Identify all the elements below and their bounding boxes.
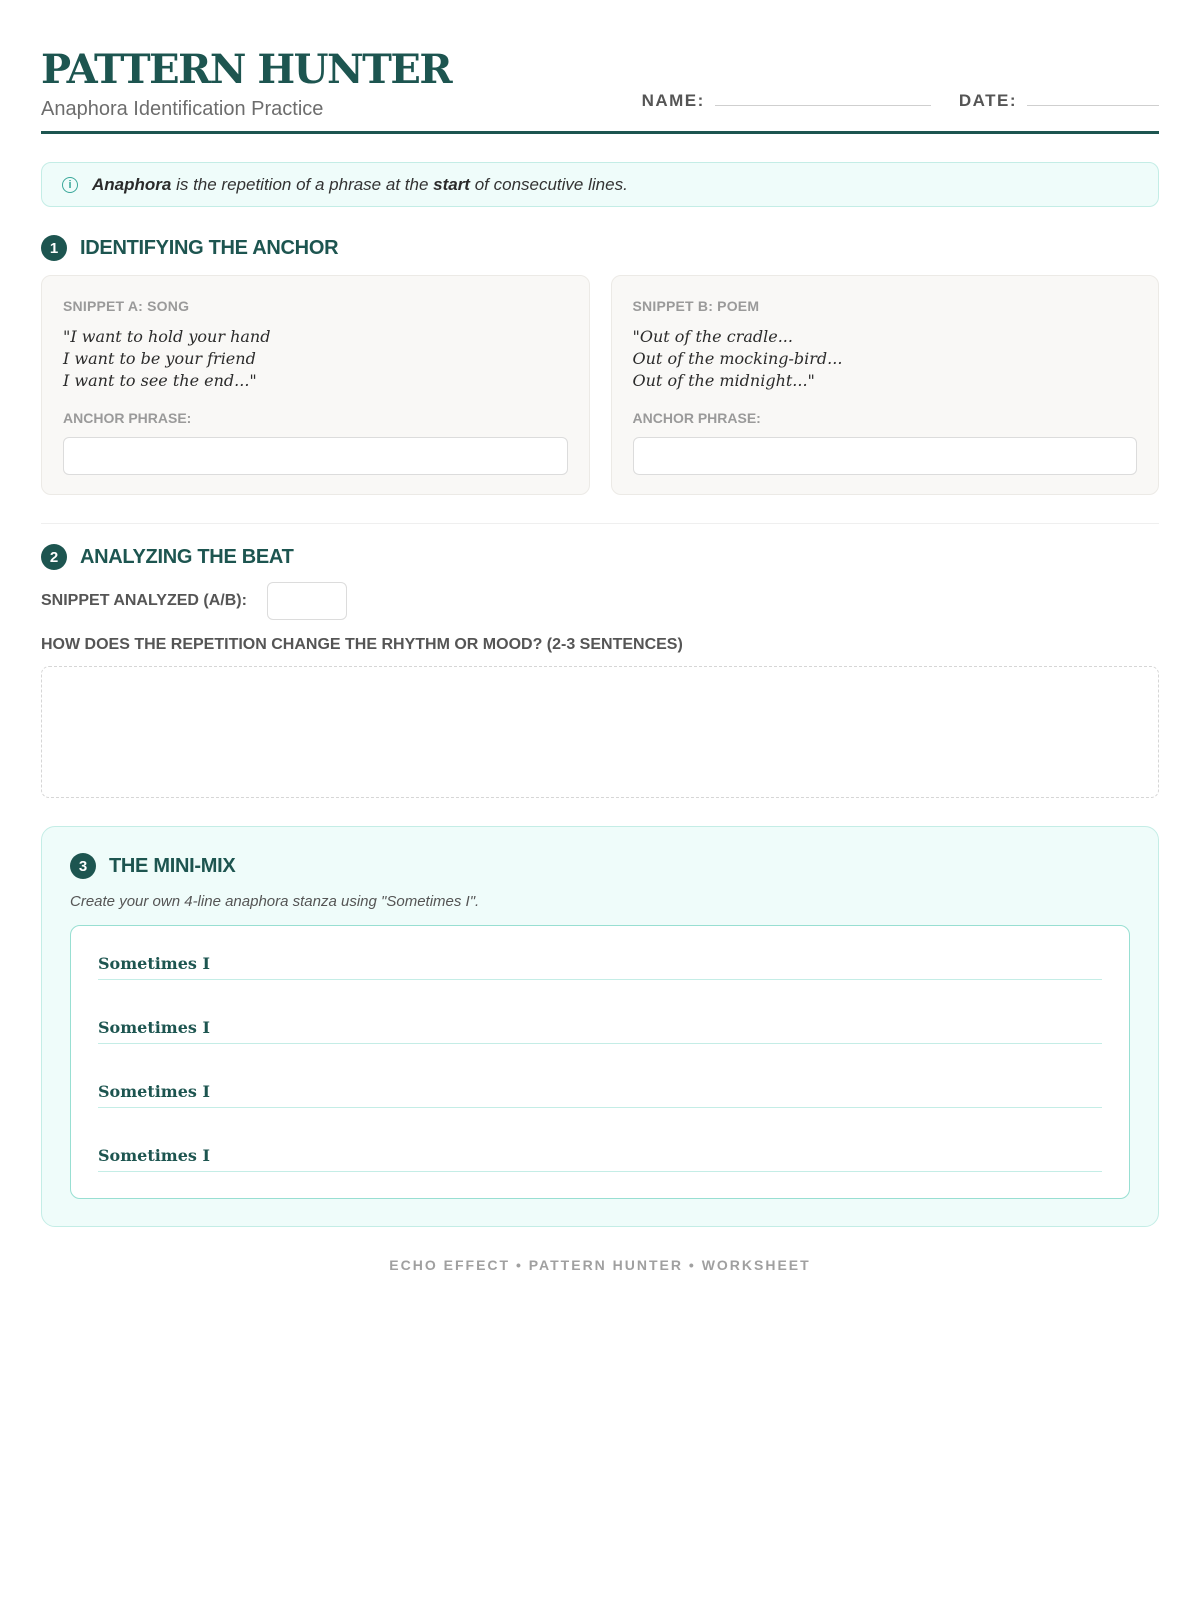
definition-term: Anaphora — [92, 174, 172, 194]
stanza-line-2[interactable]: Sometimes I — [98, 1018, 1102, 1044]
section-1-title: IDENTIFYING THE ANCHOR — [80, 236, 339, 259]
name-label: NAME: — [641, 91, 705, 110]
info-icon: i — [62, 177, 78, 193]
date-line[interactable] — [1027, 104, 1159, 106]
verse-line: I want to be your friend — [63, 349, 256, 368]
anchor-phrase-input-a[interactable] — [63, 437, 568, 475]
rhythm-question: HOW DOES THE REPETITION CHANGE THE RHYTHM OR MOOD? (2-3 SENTENCES) — [41, 636, 683, 653]
name-line[interactable] — [715, 104, 931, 106]
section-identifying-anchor — [41, 235, 1159, 495]
name-field — [642, 91, 931, 111]
section-1-number: 1 — [41, 235, 67, 261]
stanza-line-3[interactable]: Sometimes I — [98, 1082, 1102, 1108]
section-2-heading — [41, 544, 1159, 570]
snippet-b-label: SNIPPET B: POEM — [632, 298, 760, 314]
section-3-number: 3 — [70, 853, 96, 879]
page-subtitle: Anaphora Identification Practice — [41, 98, 324, 120]
section-3-heading — [70, 853, 1130, 879]
snippet-cards — [41, 275, 1159, 495]
name-date-fields — [642, 91, 1159, 111]
section-2-number: 2 — [41, 544, 67, 570]
anchor-phrase-label-b: ANCHOR PHRASE: — [632, 410, 761, 426]
section-3-title: THE MINI-MIX — [109, 854, 236, 877]
date-field — [959, 91, 1159, 111]
snippet-card-a — [41, 275, 590, 495]
definition-part-1: is the repetition of a phrase at the — [171, 174, 434, 194]
section-1-heading — [41, 235, 1159, 261]
section-2-title: ANALYZING THE BEAT — [80, 545, 294, 568]
section-analyzing-beat — [41, 544, 1159, 798]
verse-line: "Out of the cradle... — [632, 327, 793, 346]
anchor-phrase-input-b[interactable] — [633, 437, 1138, 475]
section-mini-mix — [41, 826, 1159, 1227]
snippet-b-verse — [633, 326, 1138, 392]
snippet-analyzed-label: SNIPPET ANALYZED (A/B): — [41, 592, 247, 609]
definition-part-2: of consecutive lines. — [469, 174, 628, 194]
rhythm-answer-box[interactable] — [41, 666, 1159, 798]
snippet-a-label: SNIPPET A: SONG — [63, 298, 190, 314]
stanza-box — [70, 925, 1130, 1199]
snippet-a-verse — [63, 326, 568, 392]
section-divider — [41, 523, 1159, 524]
anchor-phrase-label-a: ANCHOR PHRASE: — [63, 410, 192, 426]
page-title: PATTERN HUNTER — [41, 46, 452, 93]
snippet-card-b — [611, 275, 1160, 495]
stanza-line-1[interactable]: Sometimes I — [98, 954, 1102, 980]
title-block — [41, 40, 451, 121]
definition-banner — [41, 162, 1159, 207]
mini-mix-instruction: Create your own 4-line anaphora stanza using "Sometimes I". — [70, 893, 480, 910]
snippet-analyzed-row — [41, 582, 1159, 620]
worksheet-footer: ECHO EFFECT • PATTERN HUNTER • WORKSHEET — [389, 1257, 811, 1273]
definition-emphasis: start — [433, 174, 470, 194]
verse-line: Out of the mocking-bird... — [632, 349, 843, 368]
verse-line: Out of the midnight..." — [632, 371, 815, 390]
stanza-line-4[interactable]: Sometimes I — [98, 1146, 1102, 1172]
snippet-analyzed-input[interactable] — [267, 582, 347, 620]
definition-text — [92, 175, 628, 195]
verse-line: "I want to hold your hand — [63, 327, 271, 346]
worksheet-header — [41, 40, 1159, 134]
verse-line: I want to see the end..." — [63, 371, 257, 390]
date-label: DATE: — [958, 91, 1017, 110]
